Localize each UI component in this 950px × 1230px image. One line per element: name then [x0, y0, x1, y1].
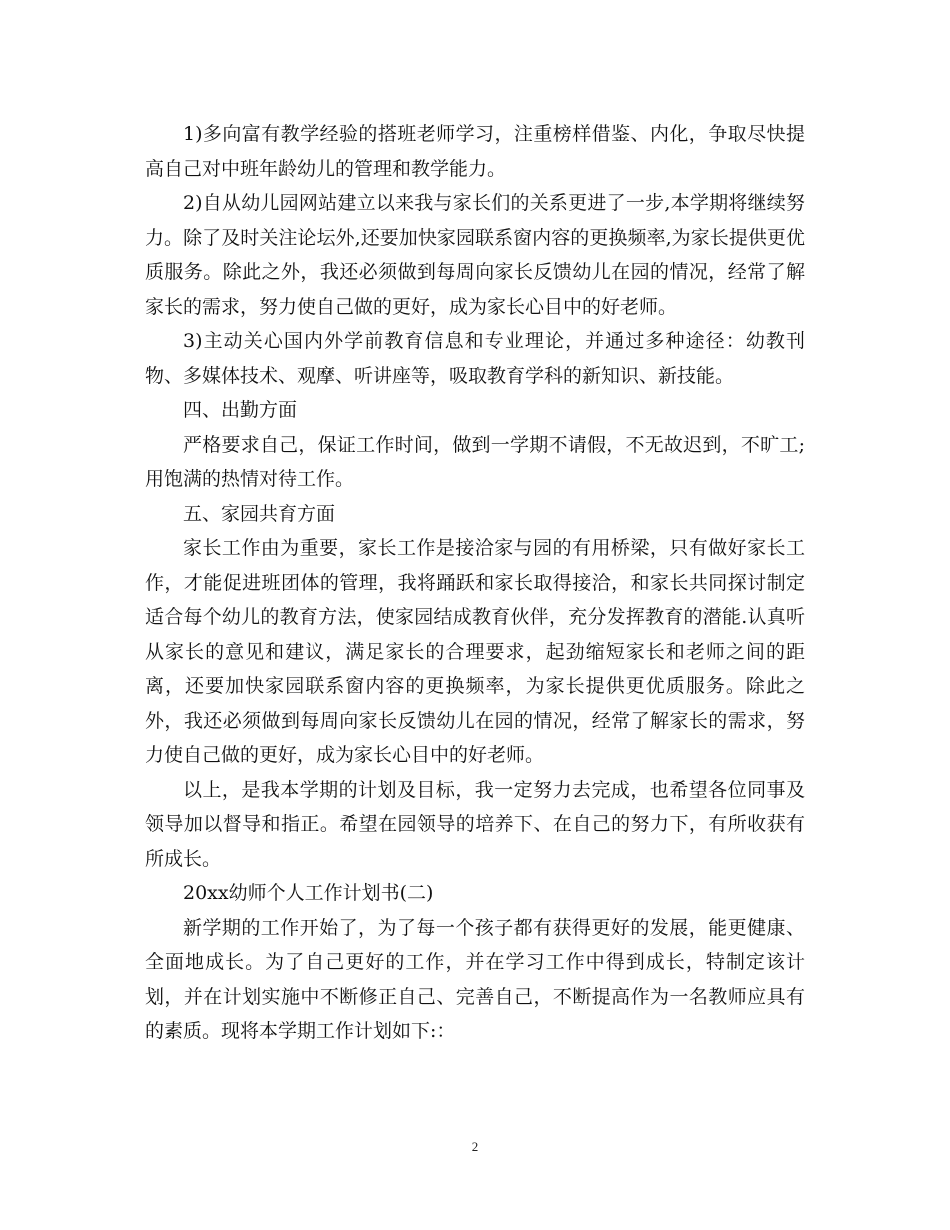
paragraph-home-school: 家长工作由为重要，家长工作是接洽家与园的有用桥梁，只有做好家长工作，才能促进班团体的管理，我将踊跃和家长取得接洽，和家长共同探讨制定适合每个幼儿的教育方法，使家园结成教育伙伴，充分发挥教育的潜能.认真听从家长的意见和建议，满足家长的合理要求，起劲缩短家长和老师之间的距离，还要加快家园联系窗内容的更换频率，为家长提供更优质服务。除此之外，我还必须做到每周向家长反馈幼儿在园的情况，经常了解家长的需求，努力使自己做的更好，成为家长心目中的好老师。 [145, 537, 805, 766]
section-heading-attendance: 四、出勤方面 [183, 399, 298, 421]
paragraph-item-3: 3)主动关心国内外学前教育信息和专业理论，并通过多种途径：幼教刊物、多媒体技术、观摩、听讲座等，吸取教育学科的新知识、新技能。 [145, 330, 805, 387]
paragraph-attendance: 严格要求自己，保证工作时间，做到一学期不请假，不无故迟到，不旷工;用饱满的热情对待工作。 [145, 433, 805, 490]
paragraph-conclusion: 以上，是我本学期的计划及目标，我一定努力去完成，也希望各位同事及领导加以督导和指正。希望在园领导的培养下、在自己的努力下，有所收获有所成长。 [145, 778, 805, 870]
paragraph-new-semester: 新学期的工作开始了，为了每一个孩子都有获得更好的发展，能更健康、全面地成长。为了自己更好的工作，并在学习工作中得到成长，特制定该计划，并在计划实施中不断修正自己、完善自己，不断提高作为一名教师应具有的素质。现将本学期工作计划如下:： [145, 916, 805, 1042]
plan-title-two: 20xx幼师个人工作计划书(二) [183, 882, 434, 904]
paragraph-item-2: 2)自从幼儿园网站建立以来我与家长们的关系更进了一步,本学期将继续努力。除了及时关注论坛外,还要加快家园联系窗内容的更换频率,为家长提供更优质服务。除此之外，我还必须做到每周向家长反馈幼儿在园的情况，经常了解家长的需求，努力使自己做的更好，成为家长心目中的好老师。 [145, 192, 805, 318]
section-heading-home-school: 五、家园共育方面 [183, 502, 336, 525]
page-number: 2 [471, 1139, 479, 1154]
paragraph-item-1: 1)多向富有教学经验的搭班老师学习，注重榜样借鉴、内化，争取尽快提高自己对中班年龄幼儿的管理和教学能力。 [145, 123, 805, 180]
document-body [145, 117, 805, 1049]
